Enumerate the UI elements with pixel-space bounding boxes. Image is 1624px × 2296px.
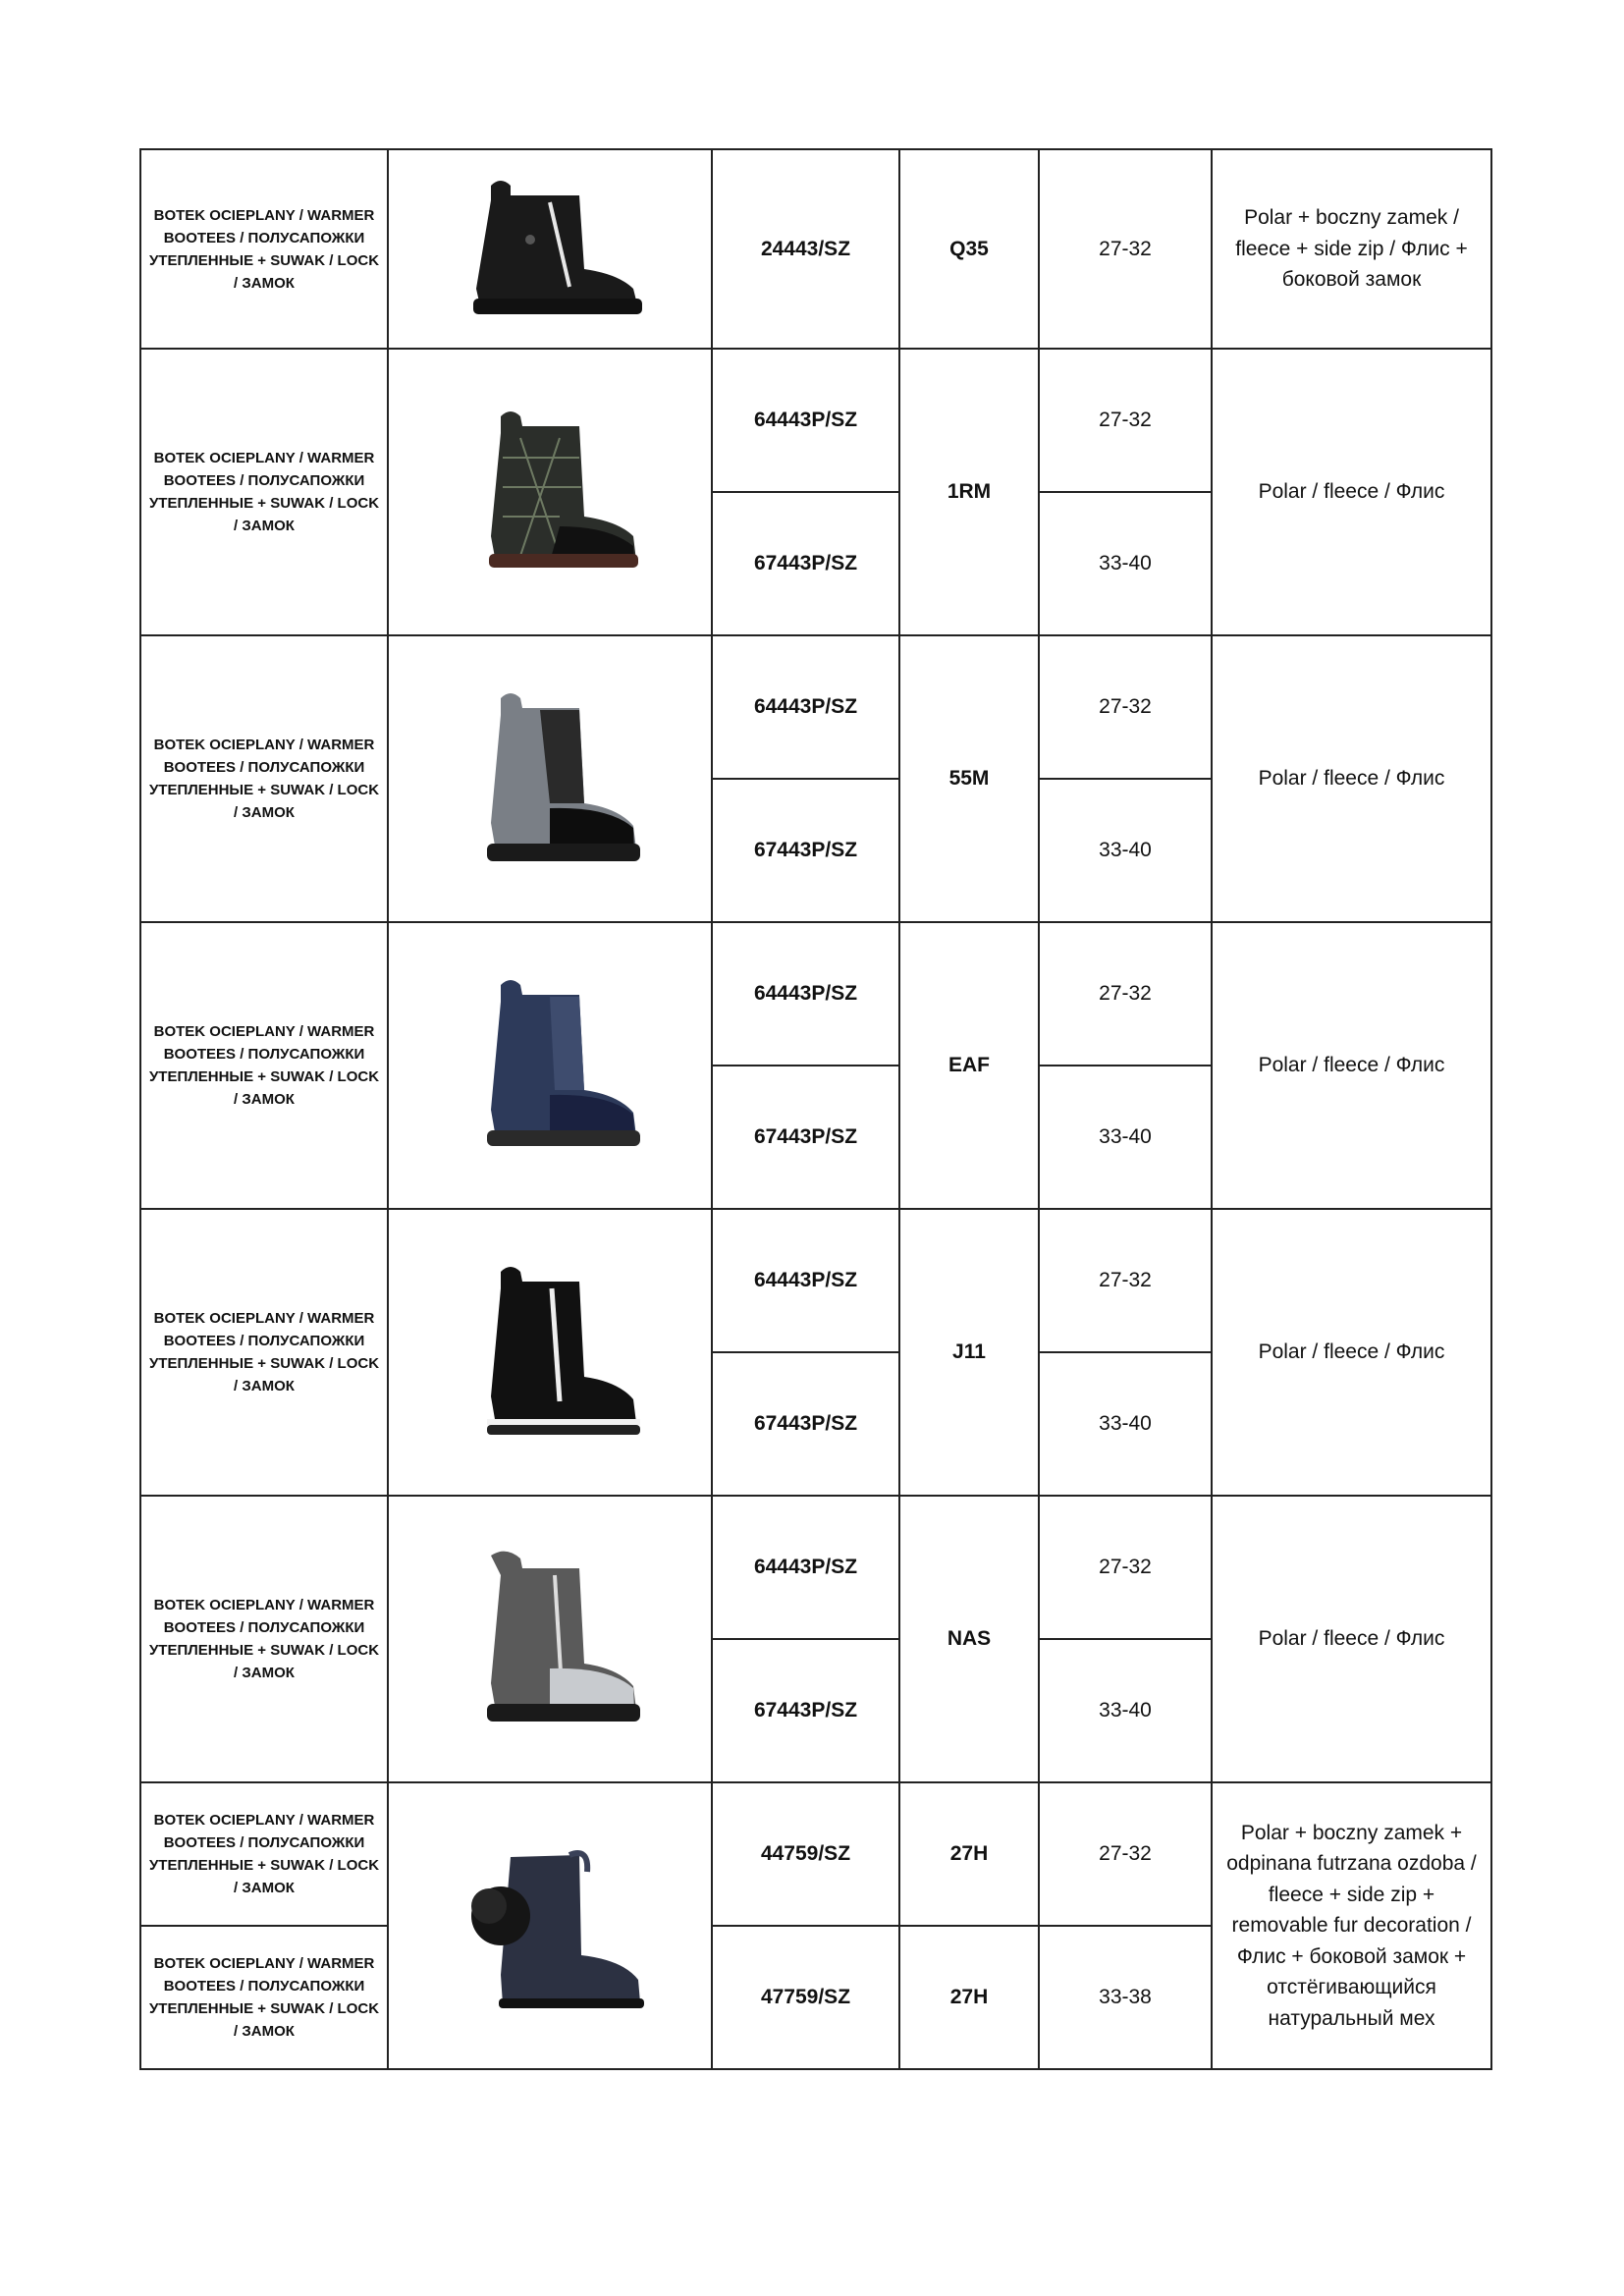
description-cell: BOTEK OCIEPLANY / WARMER BOOTEES / ПОЛУСАПОЖКИ УТЕПЛЕННЫЕ + SUWAK / LOCK / ЗАМОК xyxy=(140,922,388,1209)
notes-cell: Polar / fleece / Флис xyxy=(1212,635,1491,922)
size-range: 27-32 xyxy=(1039,149,1212,349)
notes-cell: Polar / fleece / Флис xyxy=(1212,1209,1491,1496)
product-code: 44759/SZ xyxy=(712,1782,899,1926)
description-cell: BOTEK OCIEPLANY / WARMER BOOTEES / ПОЛУСАПОЖКИ УТЕПЛЕННЫЕ + SUWAK / LOCK / ЗАМОК xyxy=(140,1926,388,2069)
description-cell: BOTEK OCIEPLANY / WARMER BOOTEES / ПОЛУСАПОЖКИ УТЕПЛЕННЫЕ + SUWAK / LOCK / ЗАМОК xyxy=(140,1209,388,1496)
table-row xyxy=(140,1782,1491,1926)
product-code: 24443/SZ xyxy=(712,149,899,349)
product-code: 64443P/SZ xyxy=(712,635,899,779)
size-range: 27-32 xyxy=(1039,1782,1212,1926)
boot-image xyxy=(432,171,668,328)
notes-cell: Polar / fleece / Флис xyxy=(1212,922,1491,1209)
color-code: 27H xyxy=(899,1782,1039,1926)
size-range: 33-38 xyxy=(1039,1926,1212,2069)
product-code: 67443P/SZ xyxy=(712,779,899,922)
boot-image xyxy=(432,1828,668,2024)
notes-cell: Polar / fleece / Флис xyxy=(1212,349,1491,635)
product-code: 64443P/SZ xyxy=(712,349,899,492)
product-code: 64443P/SZ xyxy=(712,1496,899,1639)
product-code: 64443P/SZ xyxy=(712,1209,899,1352)
size-range: 33-40 xyxy=(1039,492,1212,635)
product-code: 67443P/SZ xyxy=(712,492,899,635)
color-code: 55M xyxy=(899,635,1039,922)
boot-image xyxy=(432,1541,668,1737)
notes-cell: Polar / fleece / Флис xyxy=(1212,1496,1491,1782)
table-row xyxy=(140,349,1491,492)
color-code: Q35 xyxy=(899,149,1039,349)
product-code: 67443P/SZ xyxy=(712,1352,899,1496)
size-range: 27-32 xyxy=(1039,635,1212,779)
size-range: 33-40 xyxy=(1039,1352,1212,1496)
size-range: 27-32 xyxy=(1039,1496,1212,1639)
description-cell: BOTEK OCIEPLANY / WARMER BOOTEES / ПОЛУСАПОЖКИ УТЕПЛЕННЫЕ + SUWAK / LOCK / ЗАМОК xyxy=(140,349,388,635)
product-image xyxy=(388,635,712,922)
description-cell: BOTEK OCIEPLANY / WARMER BOOTEES / ПОЛУСАПОЖКИ УТЕПЛЕННЫЕ + SUWAK / LOCK / ЗАМОК xyxy=(140,149,388,349)
product-code: 67443P/SZ xyxy=(712,1639,899,1782)
color-code: EAF xyxy=(899,922,1039,1209)
size-range: 33-40 xyxy=(1039,779,1212,922)
size-range: 27-32 xyxy=(1039,349,1212,492)
description-cell: BOTEK OCIEPLANY / WARMER BOOTEES / ПОЛУСАПОЖКИ УТЕПЛЕННЫЕ + SUWAK / LOCK / ЗАМОК xyxy=(140,635,388,922)
boot-image xyxy=(432,399,668,585)
notes-cell: Polar + boczny zamek / fleece + side zip / Флис + боковой замок xyxy=(1212,149,1491,349)
product-image xyxy=(388,1496,712,1782)
size-range: 27-32 xyxy=(1039,922,1212,1066)
boot-image xyxy=(432,967,668,1164)
product-image xyxy=(388,922,712,1209)
product-image xyxy=(388,1782,712,2069)
color-code: NAS xyxy=(899,1496,1039,1782)
boot-image xyxy=(432,1254,668,1450)
description-cell: BOTEK OCIEPLANY / WARMER BOOTEES / ПОЛУСАПОЖКИ УТЕПЛЕННЫЕ + SUWAK / LOCK / ЗАМОК xyxy=(140,1782,388,1926)
color-code: J11 xyxy=(899,1209,1039,1496)
product-table xyxy=(139,148,1492,2070)
size-range: 27-32 xyxy=(1039,1209,1212,1352)
size-range: 33-40 xyxy=(1039,1639,1212,1782)
color-code: 27H xyxy=(899,1926,1039,2069)
notes-cell: Polar + boczny zamek + odpinana futrzana ozdoba / fleece + side zip + removable fur decoration / Флис + боковой замок + отстёгивающийся натуральный мех xyxy=(1212,1782,1491,2069)
color-code: 1RM xyxy=(899,349,1039,635)
product-code: 64443P/SZ xyxy=(712,922,899,1066)
product-image xyxy=(388,349,712,635)
boot-image xyxy=(432,681,668,877)
table-row xyxy=(140,149,1491,349)
table-row xyxy=(140,1496,1491,1639)
table-row xyxy=(140,1209,1491,1352)
product-code: 47759/SZ xyxy=(712,1926,899,2069)
table-row xyxy=(140,922,1491,1066)
size-range: 33-40 xyxy=(1039,1066,1212,1209)
product-image xyxy=(388,149,712,349)
product-image xyxy=(388,1209,712,1496)
description-cell: BOTEK OCIEPLANY / WARMER BOOTEES / ПОЛУСАПОЖКИ УТЕПЛЕННЫЕ + SUWAK / LOCK / ЗАМОК xyxy=(140,1496,388,1782)
table-row xyxy=(140,635,1491,779)
product-code: 67443P/SZ xyxy=(712,1066,899,1209)
